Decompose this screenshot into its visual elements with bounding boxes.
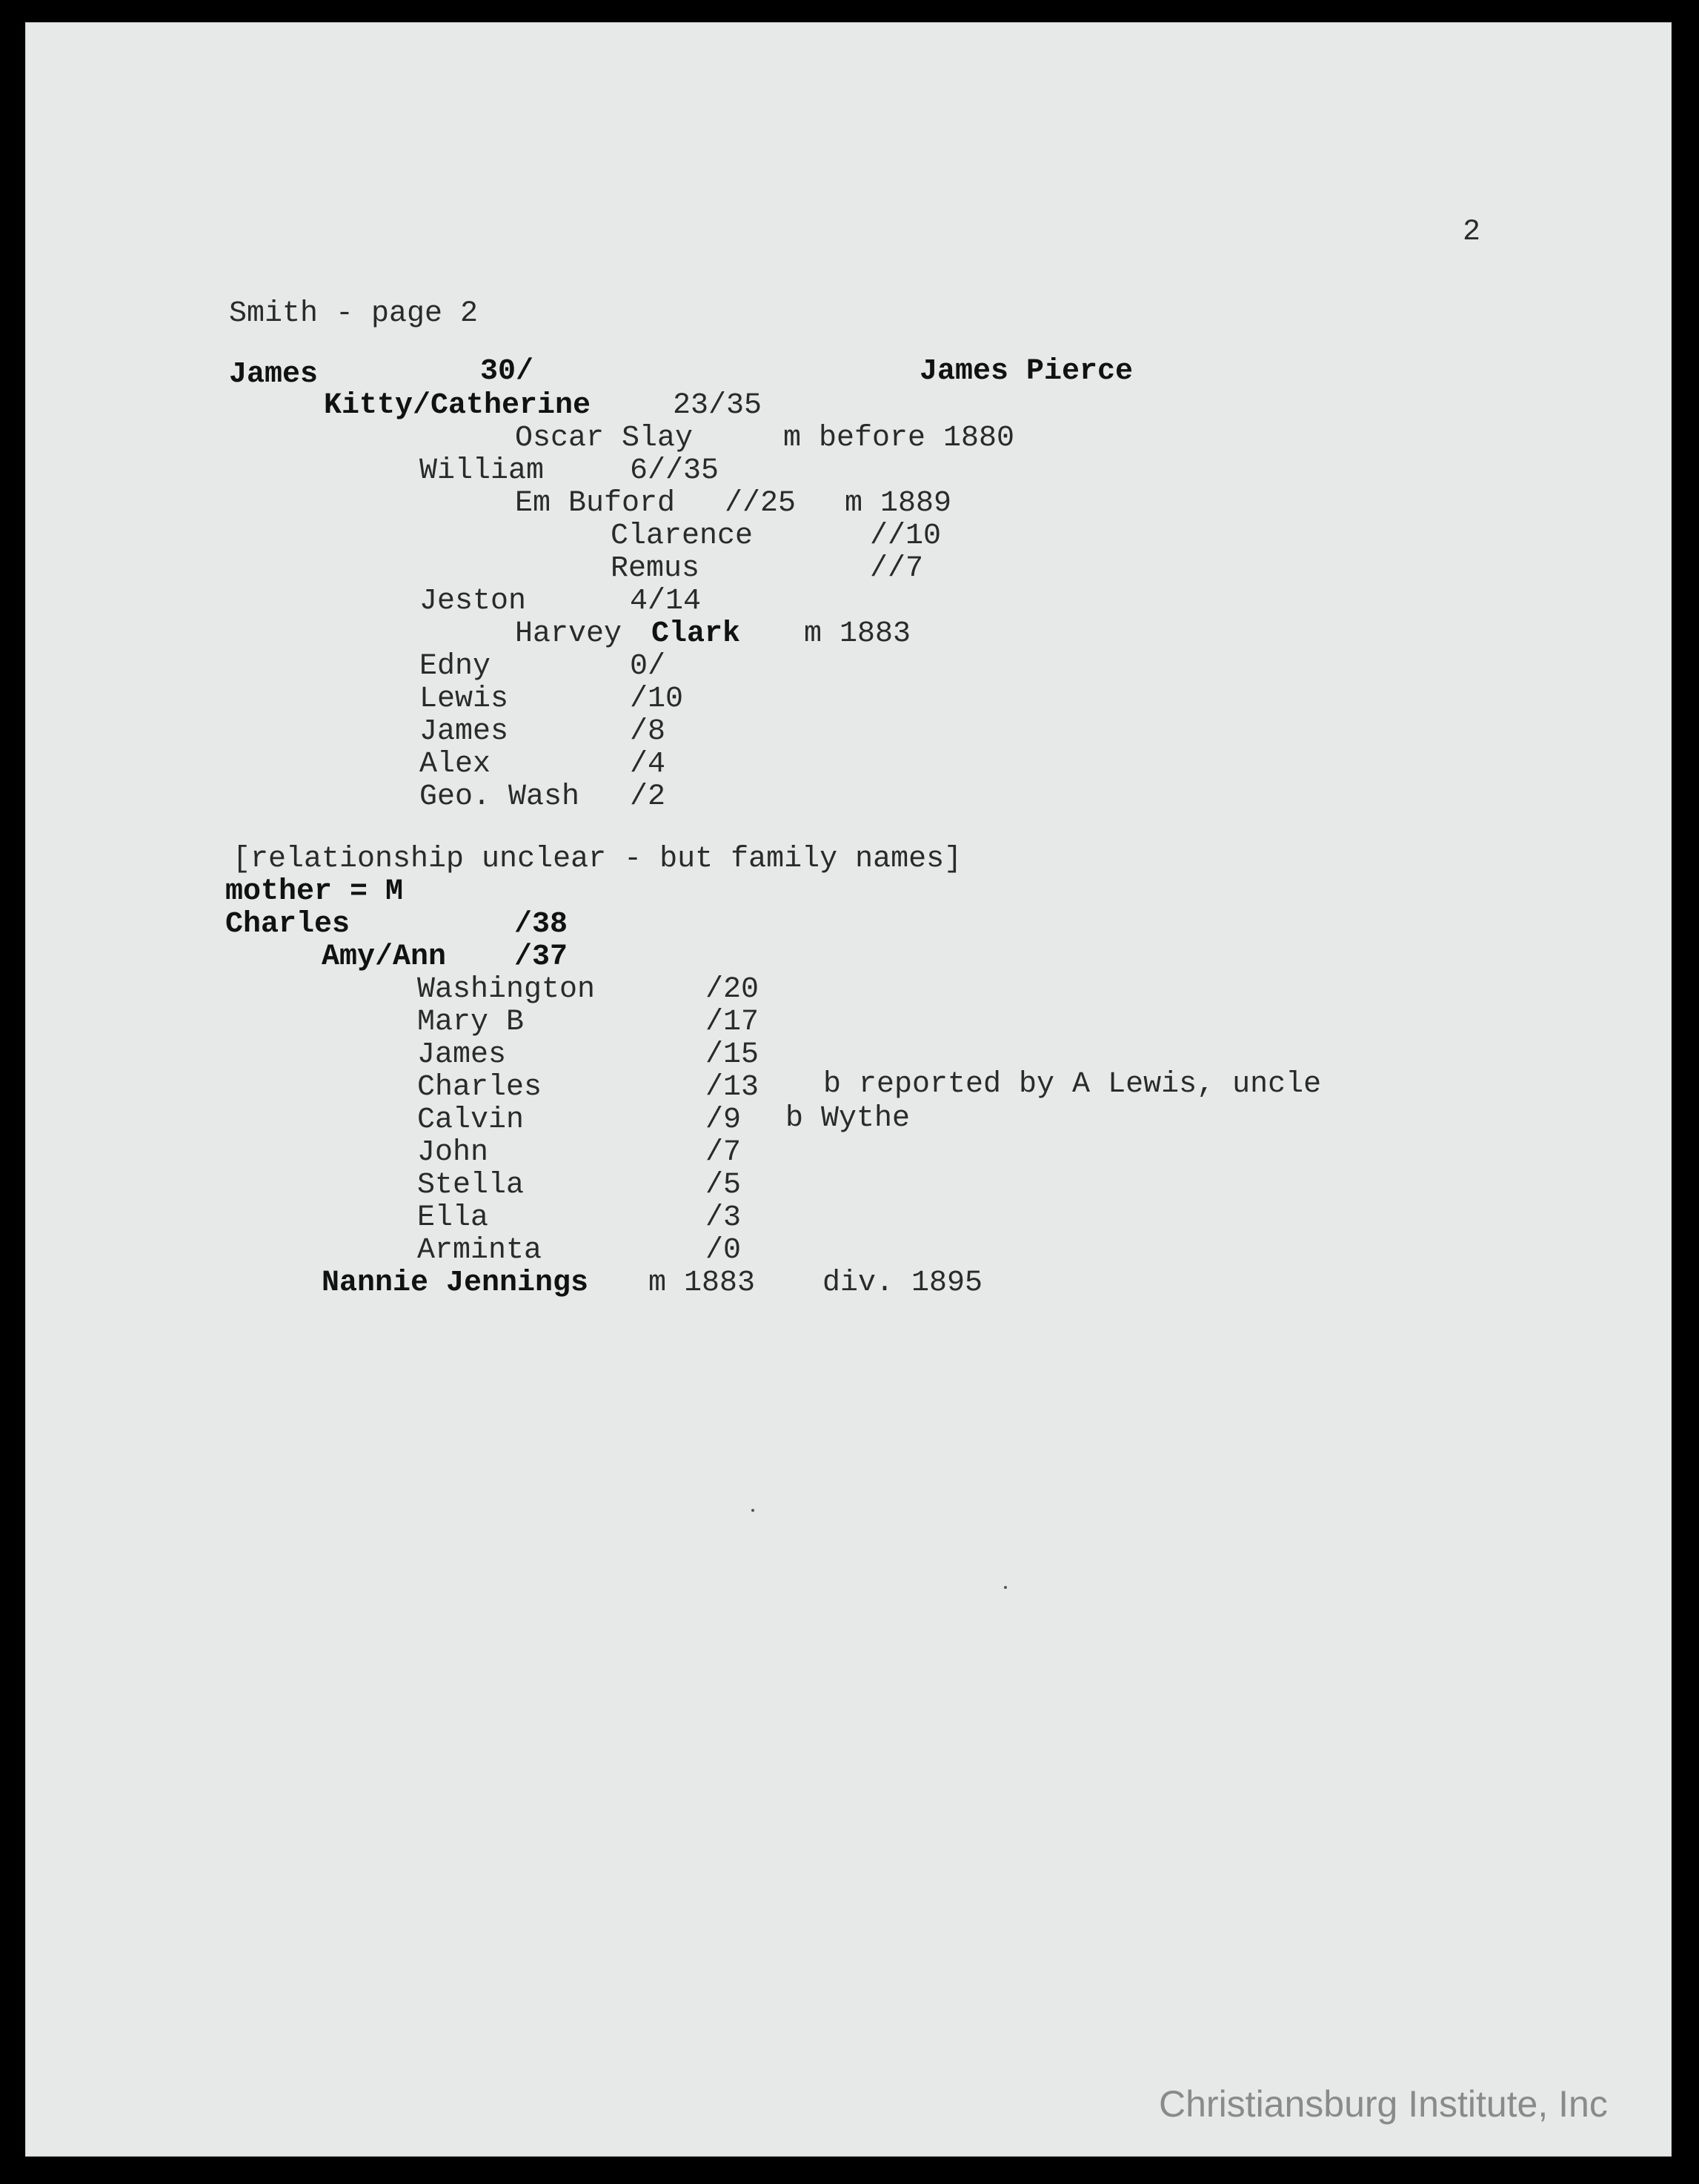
family1-spouse-husband: Oscar Slay	[515, 422, 694, 455]
family1-child-name: Jeston	[419, 585, 527, 618]
william-spouse-age: //25	[725, 487, 797, 520]
watermark: Christiansburg Institute, Inc	[1159, 2083, 1608, 2125]
family2-child-age: /9	[705, 1103, 742, 1137]
family1-child-age: /2	[630, 780, 666, 814]
family2-child-age: /13	[705, 1071, 759, 1104]
family1-head-age: 30/	[480, 355, 534, 388]
family1-child-age: /10	[630, 683, 684, 716]
page-header: Smith - page 2	[229, 297, 479, 331]
grandchild-name: Clarence	[611, 520, 754, 553]
family2-child-name: Ella	[417, 1201, 489, 1235]
page-number: 2	[1463, 216, 1481, 249]
second-spouse: Nannie Jennings	[322, 1267, 589, 1300]
family2-spouse-age: /37	[514, 940, 568, 974]
family2-child-age: /0	[705, 1234, 742, 1267]
family1-child-age: 0/	[630, 650, 666, 683]
family1-child-name: Edny	[419, 650, 491, 683]
family2-spouse: Amy/Ann	[322, 940, 447, 974]
family2-child-name: John	[417, 1136, 489, 1169]
family1-head: James	[229, 358, 319, 391]
family1-child-name: Geo. Wash	[419, 780, 580, 814]
second-spouse-marriage: m 1883	[648, 1267, 756, 1300]
family1-note: James Pierce	[920, 355, 1134, 388]
family1-child-name: Lewis	[419, 683, 509, 716]
jeston-spouse-first: Harvey	[515, 617, 622, 651]
paper-speck	[1004, 1586, 1007, 1589]
family2-child-age: /3	[705, 1201, 742, 1235]
grandchild-age: //10	[870, 520, 942, 553]
family1-spouse-age: 23/35	[673, 389, 762, 422]
relationship-note: [relationship unclear - but family names]	[233, 843, 962, 876]
family1-child-age: 6//35	[630, 454, 719, 488]
family1-child-age: /4	[630, 748, 666, 781]
mother-line: mother = M	[225, 875, 404, 909]
paper-speck	[751, 1509, 754, 1512]
document-page	[25, 22, 1672, 2157]
family2-head-age: /38	[514, 908, 568, 941]
family2-child-name: Arminta	[417, 1234, 542, 1267]
family2-child-name: Calvin	[417, 1103, 525, 1137]
family2-child-age: /7	[705, 1136, 742, 1169]
jeston-spouse-note: m 1883	[804, 617, 911, 651]
family1-spouse-husband-note: m before 1880	[783, 422, 1015, 455]
family2-child-name: Charles	[417, 1071, 542, 1104]
grandchild-name: Remus	[611, 552, 700, 585]
family1-spouse: Kitty/Catherine	[324, 389, 591, 422]
family2-child-age: /20	[705, 973, 759, 1006]
jeston-spouse-last: Clark	[651, 617, 741, 651]
family1-child-age: 4/14	[630, 585, 702, 618]
family2-child-name: Stella	[417, 1169, 525, 1202]
william-spouse: Em Buford	[515, 487, 676, 520]
second-spouse-divorce: div. 1895	[822, 1267, 983, 1300]
family1-child-name: Alex	[419, 748, 491, 781]
family1-child-age: /8	[630, 715, 666, 749]
family2-child-note: b Wythe	[785, 1102, 911, 1135]
family1-child-name: James	[419, 715, 509, 749]
family2-child-age: /17	[705, 1006, 759, 1039]
family2-child-name: Washington	[417, 973, 596, 1006]
family2-child-name: James	[417, 1038, 507, 1072]
family2-child-age: /15	[705, 1038, 759, 1072]
family1-child-name: William	[419, 454, 545, 488]
grandchild-age: //7	[870, 552, 924, 585]
family2-head: Charles	[225, 908, 350, 941]
family2-child-name: Mary B	[417, 1006, 525, 1039]
family2-child-note: b reported by A Lewis, uncle	[823, 1068, 1322, 1101]
william-spouse-note: m 1889	[845, 487, 952, 520]
family2-child-age: /5	[705, 1169, 742, 1202]
